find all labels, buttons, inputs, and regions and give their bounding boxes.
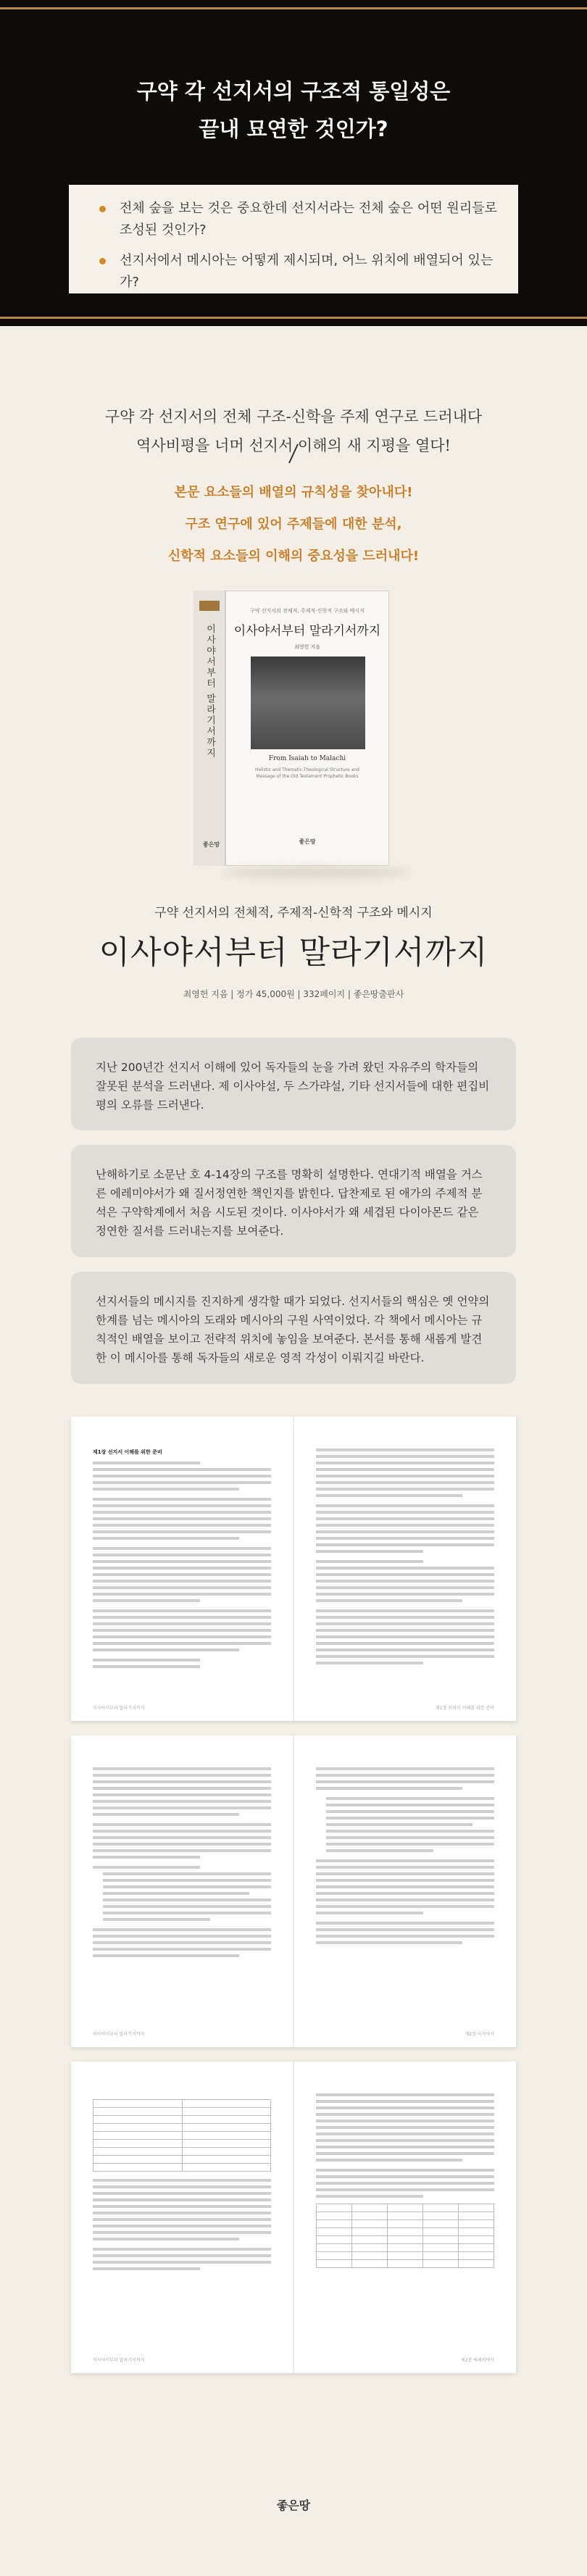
hero-title-line1: 구약 각 선지서의 구조적 통일성은	[136, 79, 451, 104]
page-spread-preview	[71, 1417, 516, 1721]
cover-author: 최영헌 지음	[294, 644, 321, 650]
preview-page-footer: 이사야서부터 말라기서까지	[93, 2358, 145, 2363]
preview-page-left	[71, 1417, 293, 1721]
preview-page-left	[71, 2062, 293, 2373]
preview-page-right	[294, 1417, 516, 1721]
hero-top-rule	[0, 7, 587, 9]
cover-title: 이사야서부터 말라기서까지	[233, 624, 381, 638]
book-spine	[193, 591, 225, 866]
book-title: 이사야서부터 말라기서까지	[99, 934, 488, 971]
preview-page-left	[71, 1735, 293, 2047]
highlight-line: 본문 요소들의 배열의 규칙성을 찾아내다!	[174, 485, 413, 500]
cover-artwork	[251, 656, 365, 749]
cover-tagline: 구약 선지서의 전체적, 주제적-신학적 구조와 메시지	[250, 608, 365, 614]
question-item	[99, 250, 498, 293]
book-front	[225, 591, 389, 866]
question-item	[99, 198, 498, 241]
description-box: 난해하기로 소문난 호 4-14장의 구조를 명확히 설명한다. 연대기적 배열을 거스른 에레미야서가 왜 질서정연한 책인지를 밝힌다. 답찬제로 된 애가의 주제적 분석은 구약학계에서 처음 시도된 것이다. 이사야서가 왜 세겹된 다이아몬드 같은 정연한 질서를 드러내는지를 보여준다.	[71, 1145, 516, 1257]
preview-page-right	[294, 1735, 516, 2047]
preview-page-footer: 제2장 이사야서	[465, 2032, 494, 2037]
spine-title: 이사야서부터 말라기서까지	[204, 624, 215, 759]
preview-page-footer: 제1장 선지서 이해를 위한 준비	[436, 1706, 494, 1711]
highlight-lines	[0, 477, 587, 572]
preview-page-footer: 이사야서부터 말라기서까지	[93, 1706, 145, 1711]
book-meta: 최영헌 지음 | 정가 45,000원 | 332페이지 | 좋은땅출판사	[183, 989, 404, 999]
book-subtitle: 구약 선지서의 전체적, 주제적-신학적 구조와 메시지	[154, 906, 433, 920]
question-text: 선지서에서 메시아는 어떻게 제시되며, 어느 위치에 배열되어 있는가?	[120, 253, 494, 290]
spine-badge	[199, 601, 220, 611]
question-text: 전체 숲을 보는 것은 중요한데 선지서라는 전체 숲은 어떤 원리들로 조성된 것인가?	[120, 201, 497, 238]
bullet-dot-icon	[99, 258, 106, 264]
intro-line-1: 구약 각 선지서의 전체 구조-신학을 주제 연구로 드러내다	[104, 408, 483, 425]
highlight-line: 구조 연구에 있어 주제들에 대한 분석,	[185, 517, 402, 532]
page-spread-preview	[71, 2062, 516, 2373]
preview-page-footer: 제3장 에레미야서	[460, 2358, 494, 2363]
hero-section	[0, 0, 587, 326]
hero-bottom-rule	[0, 317, 587, 319]
description-box: 선지서들의 메시지를 진지하게 생각할 때가 되었다. 선지서들의 핵심은 옛 언약의 한계를 넘는 메시아의 도래와 메시아의 구원 사역이었다. 각 책에서 메시아는 규칙적인 배열을 보이고 전략적 위치에 놓임을 보여준다. 본서를 통해 새롭게 발견한 이 메시아를 통해 독자들의 새로운 영적 각성이 이뤄지길 바란다.	[71, 1272, 516, 1384]
book-cover-image	[193, 591, 389, 866]
preview-page-heading: 제1장 선지서 이해를 위한 준비	[93, 1449, 162, 1455]
bullet-dot-icon	[99, 206, 106, 212]
preview-table	[316, 2204, 494, 2268]
publisher-logo: 좋은땅	[276, 2498, 311, 2512]
cover-english-title: From Isaiah to Malachi	[268, 755, 346, 762]
hero-title	[0, 72, 587, 148]
highlight-line: 신학적 요소들의 이해의 중요성을 드러내다!	[167, 549, 420, 564]
page-spread-preview	[71, 1735, 516, 2047]
book-shadow	[222, 867, 411, 878]
cover-publisher: 좋은땅	[299, 838, 316, 845]
spine-publisher: 좋은땅	[203, 841, 220, 848]
preview-page-right	[294, 2062, 516, 2373]
description-box: 지난 200년간 선지서 이해에 있어 독자들의 눈을 가려 왔던 자유주의 학자들의 잘못된 분석을 드러낸다. 제 이사야설, 두 스가랴설, 기타 선지서들에 대한 편집비평의 오류를 드러낸다.	[71, 1038, 516, 1130]
question-box	[69, 185, 518, 293]
preview-page-footer: 이사야서부터 말라기서까지	[93, 2032, 145, 2037]
hero-title-line2: 끝내 묘연한 것인가?	[199, 117, 388, 141]
slash-divider-icon	[286, 443, 301, 464]
preview-table	[93, 2099, 271, 2172]
cover-english-subtitle: Holistic and Thematic-Theological Structure and Message of the Old Testament Prophetic Books	[255, 767, 359, 779]
intro-line-2: 역사비평을 너머 선지서 이해의 새 지평을 열다!	[136, 437, 451, 454]
